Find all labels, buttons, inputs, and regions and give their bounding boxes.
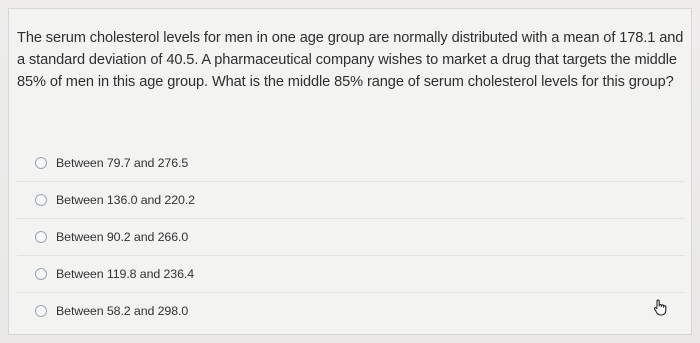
answer-option[interactable] [17, 292, 685, 329]
answer-option-label: Between 79.7 and 276.5 [56, 156, 189, 170]
answer-option[interactable] [17, 255, 685, 292]
radio-button-icon[interactable] [35, 305, 47, 317]
answer-options [17, 145, 685, 329]
answer-option[interactable] [17, 145, 685, 181]
hand-pointer-icon [652, 298, 668, 316]
question-card [8, 8, 692, 335]
radio-button-icon[interactable] [35, 268, 47, 280]
answer-option-label: Between 58.2 and 298.0 [56, 304, 189, 318]
radio-button-icon[interactable] [35, 157, 47, 169]
radio-button-icon[interactable] [35, 194, 47, 206]
answer-option[interactable] [17, 181, 685, 218]
answer-option-label: Between 136.0 and 220.2 [56, 193, 195, 207]
radio-button-icon[interactable] [35, 231, 47, 243]
answer-option-label: Between 90.2 and 266.0 [56, 230, 189, 244]
question-text: The serum cholesterol levels for men in one age group are normally distributed with a mean of 178.1 and a standard deviation of 40.5. A pharmaceutical company wishes to market a drug that targets the middle 85% of men in this age group. What is the middle 85% range of serum cholesterol levels for this group? [17, 30, 684, 90]
answer-option-label: Between 119.8 and 236.4 [56, 267, 195, 281]
answer-option[interactable] [17, 218, 685, 255]
